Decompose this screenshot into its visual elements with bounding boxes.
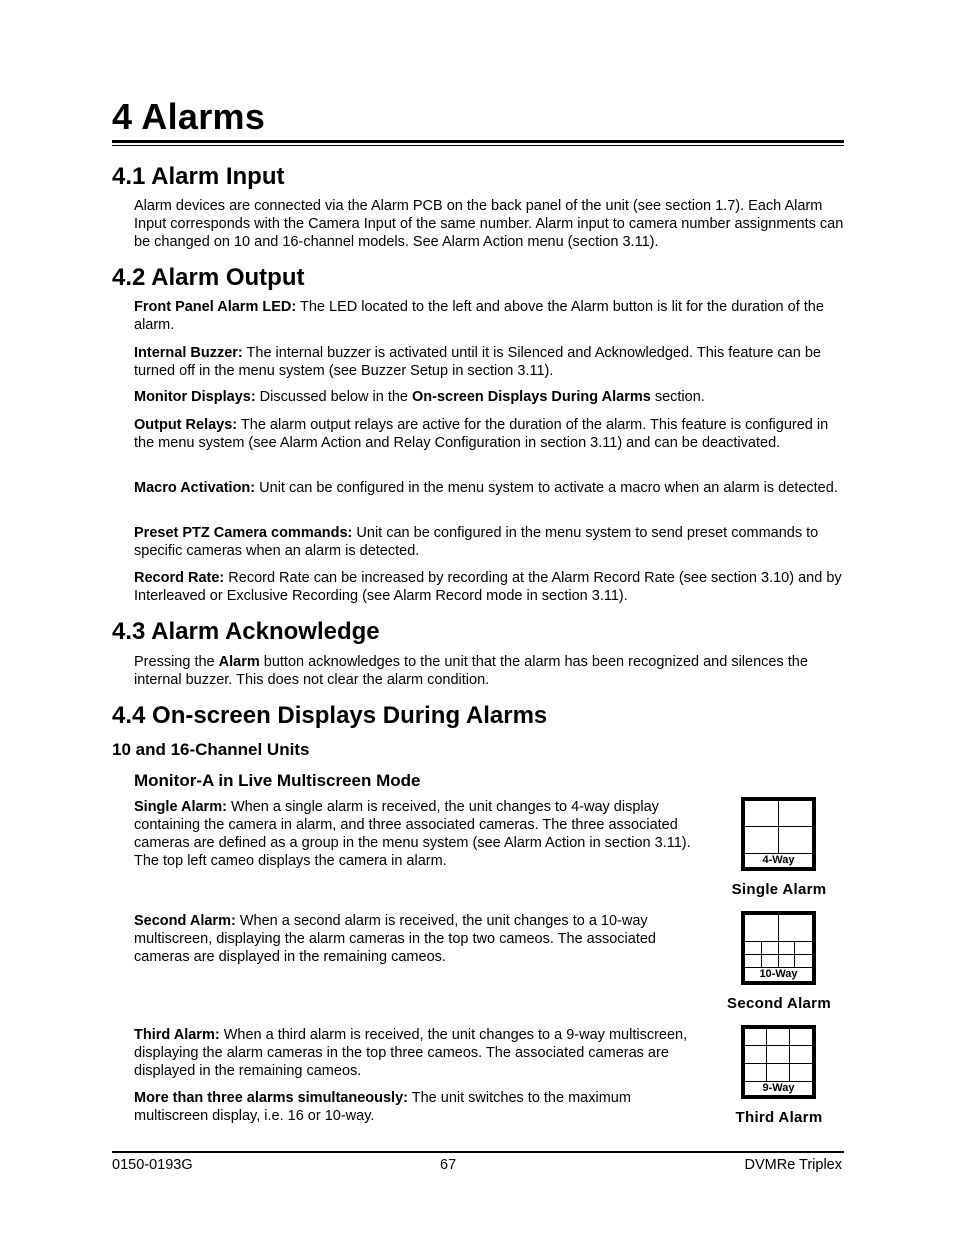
ptz-label: Preset PTZ Camera commands: [134, 525, 353, 541]
ack-text-b: button acknowledges to the unit that the alarm has been recognized and silences the internal buzzer. This does not clear the alarm condition. [134, 654, 808, 688]
monitor-label: 9-Way [745, 1082, 812, 1095]
figure-caption-third-alarm: Third Alarm [735, 1109, 823, 1126]
footer-product-name: DVMRe Triplex [744, 1157, 842, 1173]
ten-way-monitor-figure [741, 911, 816, 985]
ack-bold-alarm: Alarm [218, 654, 260, 670]
buzzer-text: The internal buzzer is activated until it is Silenced and Acknowledged. This feature can be turned off in the menu system (see Buzzer Setup in section 3.11). [134, 345, 821, 379]
alarm-input-paragraph: Alarm devices are connected via the Alarm PCB on the back panel of the unit (see section 1.7). Each Alarm Input corresponds with the Camera Input of the same number. Alarm input to camera number assignments can be changed on 10 and 16-channel models. See Alarm Action menu (section 3.11). [134, 198, 844, 250]
more-alarms-paragraph [134, 1089, 706, 1125]
section-heading-alarm-output: 4.2 Alarm Output [112, 264, 305, 291]
third-alarm-paragraph [134, 1026, 706, 1080]
footer-doc-number: 0150-0193G [112, 1157, 193, 1173]
more-label: More than three alarms simultaneously: [134, 1090, 408, 1106]
record-rate-paragraph [134, 569, 844, 605]
monitor-label: 10-Way [745, 968, 812, 981]
ack-text-a: Pressing the [134, 654, 219, 670]
subheading-monitor-a: Monitor-A in Live Multiscreen Mode [134, 771, 421, 790]
single-text: When a single alarm is received, the unit changes to 4-way display containing the camera in alarm, and three associated cameras. The three associated cameras are defined as a group in the menu system (see Alarm Action in section 3.11). The top left cameo displays the camera in alarm. [134, 799, 691, 869]
buzzer-label: Internal Buzzer: [134, 345, 243, 361]
footer-page-number: 67 [440, 1157, 457, 1173]
third-text: When a third alarm is received, the unit changes to a 9-way multiscreen, displaying the alarm cameras in the top three cameos. The associated cameras are displayed in the remaining cameos. [134, 1027, 688, 1079]
section-heading-alarm-input: 4.1 Alarm Input [112, 163, 285, 190]
macro-activation-paragraph [134, 479, 844, 497]
monitor-bold-ref: On-screen Displays During Alarms [412, 389, 651, 405]
section-heading-onscreen-displays: 4.4 On-screen Displays During Alarms [112, 702, 548, 729]
monitor-label: 4-Way [745, 854, 812, 867]
single-alarm-paragraph [134, 798, 706, 870]
monitor-text-b: section. [650, 389, 705, 405]
second-alarm-paragraph [134, 912, 706, 966]
title-rule-thin [112, 145, 844, 146]
led-text: The LED located to the left and above the Alarm button is lit for the duration of the alarm. [134, 299, 824, 333]
relays-label: Output Relays: [134, 417, 238, 433]
subheading-10-16-channel: 10 and 16-Channel Units [112, 740, 310, 759]
internal-buzzer-paragraph [134, 344, 844, 380]
second-label: Second Alarm: [134, 913, 236, 929]
record-text: Record Rate can be increased by recording at the Alarm Record Rate (see section 3.10) and by Interleaved or Exclusive Recording (see Alarm Record mode in section 3.11). [134, 570, 842, 604]
monitor-screen [745, 915, 812, 967]
third-label: Third Alarm: [134, 1027, 220, 1043]
monitor-text-a: Discussed below in the [255, 389, 413, 405]
macro-label: Macro Activation: [134, 480, 256, 496]
single-label: Single Alarm: [134, 799, 227, 815]
title-rule-thick [112, 140, 844, 143]
relays-text: The alarm output relays are active for the duration of the alarm. This feature is configured in the menu system (see Alarm Action and Relay Configuration in section 3.11) and can be deactivated. [134, 417, 829, 451]
output-relays-paragraph [134, 416, 844, 452]
more-text: The unit switches to the maximum multiscreen display, i.e. 16 or 10-way. [134, 1090, 631, 1124]
monitor-displays-paragraph [134, 388, 844, 406]
ptz-text: Unit can be configured in the menu system to send preset commands to specific cameras when an alarm is detected. [134, 525, 819, 559]
nine-way-monitor-figure [741, 1025, 816, 1099]
figure-caption-single-alarm: Single Alarm [731, 881, 827, 898]
second-text: When a second alarm is received, the unit changes to a 10-way multiscreen, displaying the alarm cameras in the top two cameos. The associated cameras are displayed in the remaining cameos. [134, 913, 656, 965]
figure-caption-second-alarm: Second Alarm [727, 995, 831, 1012]
footer-rule [112, 1151, 844, 1153]
record-label: Record Rate: [134, 570, 225, 586]
led-label: Front Panel Alarm LED: [134, 299, 297, 315]
four-way-monitor-figure [741, 797, 816, 871]
monitor-label: Monitor Displays: [134, 389, 256, 405]
preset-ptz-paragraph [134, 524, 844, 560]
front-panel-led-paragraph [134, 298, 844, 334]
monitor-screen [745, 1029, 812, 1081]
monitor-screen [745, 801, 812, 853]
macro-text: Unit can be configured in the menu system to activate a macro when an alarm is detected. [255, 480, 838, 496]
section-heading-alarm-acknowledge: 4.3 Alarm Acknowledge [112, 618, 380, 645]
chapter-title: 4 Alarms [112, 96, 266, 137]
alarm-acknowledge-paragraph [134, 653, 844, 689]
